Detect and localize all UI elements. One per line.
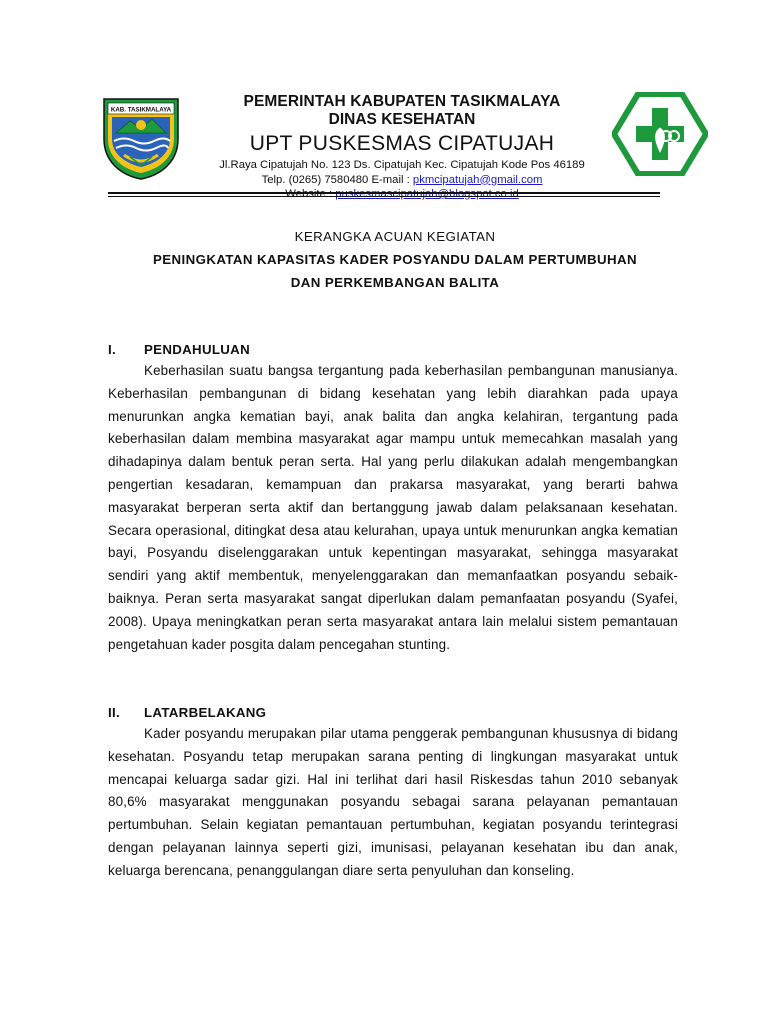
kabupaten-tasikmalaya-crest-logo — [100, 95, 182, 181]
letterhead-government: PEMERINTAH KABUPATEN TASIKMALAYA — [243, 93, 561, 110]
letterhead-rule-thin — [108, 196, 660, 197]
website-link[interactable]: puskesmascipatujah@blogspot.co.id — [335, 188, 519, 200]
document-title-line3: DAN PERKEMBANGAN BALITA — [290, 275, 500, 290]
letterhead-rule-thick — [108, 192, 660, 194]
section-title: PENDAHULUAN — [144, 342, 250, 357]
document-title-line1: KERANGKA ACUAN KEGIATAN — [294, 229, 496, 244]
document-title-line2: PENINGKATAN KAPASITAS KADER POSYANDU DALAM PERTUMBUHAN — [152, 252, 638, 267]
section-number: I. — [108, 342, 116, 357]
section-body-pendahuluan: Keberhasilan suatu bangsa tergantung pada keberhasilan pembangunan manusianya. Keberhasilan pembangunan di bidang kesehatan yang lebih diarahkan pada upaya menurunkan angka kematian bayi, anak balita dan angka kelahiran, tergantung pada keberhasilan dalam membina masyarakat agar mampu untuk memecahkan masalah yang dihadapinya dalam bentuk peran serta. Hal yang perlu dilakukan adalah mengembangkan pengertian kesadaran, kemampuan dan prakarsa masyarakat, yang berarti bahwa masyarakat berperan serta aktif dan bertanggung jawab dalam pelaksanaan kesehatan. Secara operasional, ditingkat desa atau kelurahan, upaya untuk menurunkan angka kematian bayi, Posyandu diselenggarakan untuk kepentingan masyarakat, sehingga masyarakat sendiri yang aktif membentuk, menyelenggarakan dan memanfaatkan posyandu sebaik-baiknya. Peran serta masyarakat sangat diperlukan dalam pemanfaatan posyandu (Syafei, 2008). Upaya meningkatkan peran serta masyarakat antara lain melalui sistem pemantauan pengetahuan kader posgita dalam pencegahan stunting. — [108, 363, 678, 652]
letterhead — [196, 93, 608, 201]
letterhead-phone-email — [196, 174, 608, 187]
email-link[interactable]: pkmcipatujah@gmail.com — [412, 173, 543, 186]
letterhead-address: Jl.Raya Cipatujah No. 123 Ds. Cipatujah Kec. Cipatujah Kode Pos 46189 — [219, 159, 585, 171]
section-number: II. — [108, 705, 120, 720]
letterhead-department: DINAS KESEHATAN — [328, 111, 476, 128]
letterhead-phone: Telp. (0265) 7580480 E-mail : — [261, 173, 413, 186]
letterhead-institution: UPT PUSKESMAS CIPATUJAH — [249, 132, 555, 155]
section-heading-latarbelakang — [108, 705, 266, 720]
letterhead-website-label: Website : — [285, 188, 336, 200]
svg-text:KAB. TASIKMALAYA: KAB. TASIKMALAYA — [110, 106, 172, 114]
puskesmas-cross-logo — [612, 92, 708, 176]
section-title: LATARBELAKANG — [144, 705, 267, 720]
section-heading-pendahuluan — [108, 342, 250, 357]
section-body-latarbelakang: Kader posyandu merupakan pilar utama penggerak pembangunan khususnya di bidang kesehatan. Posyandu tetap merupakan sarana penting di lingkungan masyarakat untuk mencapai keluarga sadar gizi. Hal ini terlihat dari hasil Riskesdas tahun 2010 sebanyak 80,6% masyarakat menggunakan posyandu sebagai sarana pelayanan pemantauan pertumbuhan. Selain kegiatan pemantauan pertumbuhan, kegiatan posyandu terintegrasi dengan pelayanan lainnya seperti gizi, imunisasi, pelayanan kesehatan ibu dan anak, keluarga berencana, penanggulangan diare serta penyuluhan dan konseling. — [108, 726, 678, 878]
letterhead-website-line — [196, 188, 608, 201]
